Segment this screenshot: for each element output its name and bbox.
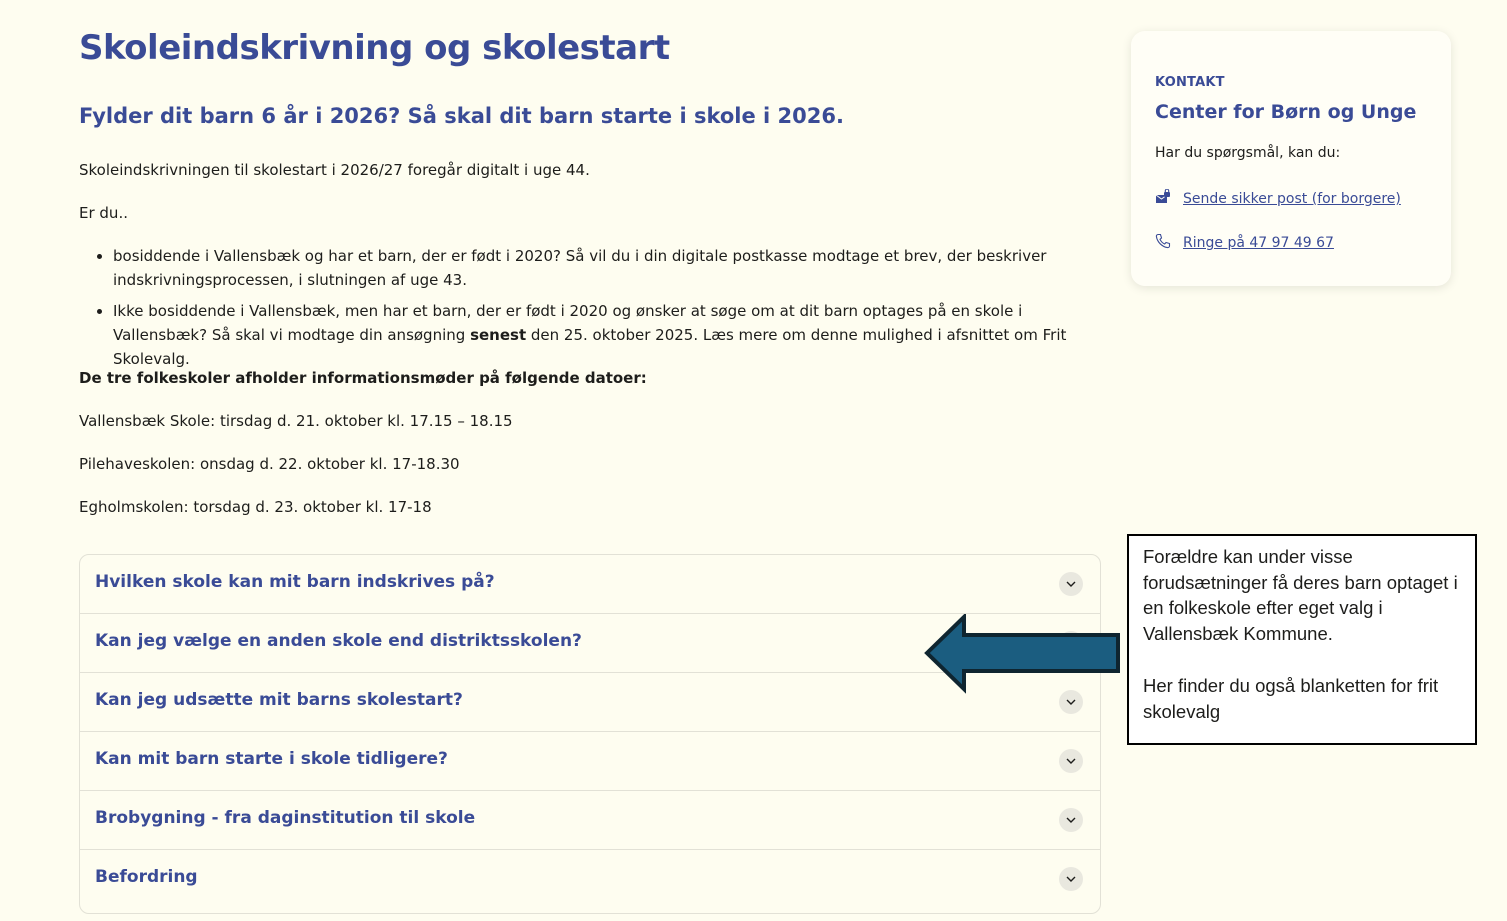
accordion-item[interactable]: [80, 791, 1100, 850]
secure-mail-link-row: [1155, 189, 1401, 209]
chevron-down-icon[interactable]: [1059, 867, 1083, 891]
meeting-item: Vallensbæk Skole: tirsdag d. 21. oktober kl. 17.15 – 18.15: [79, 412, 513, 430]
intro-text: Skoleindskrivningen til skolestart i 2026/27 foregår digitalt i uge 44.: [79, 161, 590, 179]
accordion-item[interactable]: [80, 850, 1100, 909]
bullet-bold-text: senest: [470, 326, 527, 344]
callout-box: [1127, 534, 1477, 745]
bullet-text: Ikke bosiddende i Vallensbæk, men har et barn, der er født i 2020 og ønsker at søge om at dit barn optages på en skole i Vallensbæk? Så skal vi modtage din ansøgning: [113, 302, 1023, 344]
accordion-label: Kan jeg udsætte mit barns skolestart?: [95, 690, 463, 710]
meeting-item: Egholmskolen: torsdag d. 23. oktober kl. 17-18: [79, 498, 432, 516]
accordion-label: Brobygning - fra daginstitution til skole: [95, 808, 476, 828]
contact-title: Center for Børn og Unge: [1155, 101, 1417, 123]
bullet-text: den 25. oktober 2025. Læs mere om denne mulighed i afsnittet om Frit Skolevalg.: [113, 326, 1067, 368]
meeting-item: Pilehaveskolen: onsdag d. 22. oktober kl. 17-18.30: [79, 455, 460, 473]
accordion-label: Hvilken skole kan mit barn indskrives på?: [95, 572, 495, 592]
callout-paragraph: Forældre kan under visse forudsætninger få deres barn optaget i en folkeskole efter eget valg i Vallensbæk Kommune.: [1143, 546, 1458, 644]
accordion-label: Kan mit barn starte i skole tidligere?: [95, 749, 448, 769]
phone-link-row: [1155, 233, 1334, 253]
accordion-item[interactable]: [80, 555, 1100, 614]
bullet-item: [79, 244, 1109, 292]
contact-text: Har du spørgsmål, kan du:: [1155, 145, 1341, 161]
contact-card: [1131, 31, 1451, 286]
page-title: Skoleindskrivning og skolestart: [79, 28, 670, 68]
chevron-down-icon[interactable]: [1059, 572, 1083, 596]
secure-mail-link[interactable]: Sende sikker post (for borgere): [1183, 191, 1401, 207]
accordion-label: Befordring: [95, 867, 198, 887]
faq-accordion: [79, 554, 1101, 914]
chevron-down-icon[interactable]: [1059, 749, 1083, 773]
phone-link[interactable]: Ringe på 47 97 49 67: [1183, 235, 1334, 251]
page-subtitle: Fylder dit barn 6 år i 2026? Så skal dit barn starte i skole i 2026.: [79, 104, 844, 128]
accordion-item[interactable]: [80, 732, 1100, 791]
bullet-item: [79, 299, 1109, 371]
contact-eyebrow: KONTAKT: [1155, 75, 1225, 90]
phone-icon: [1155, 233, 1171, 253]
bullet-text: bosiddende i Vallensbæk og har et barn, der er født i 2020? Så vil du i din digitale postkasse modtage et brev, der beskriver indskrivningsprocessen, i slutningen af uge 43.: [113, 247, 1047, 289]
info-heading: De tre folkeskoler afholder informationsmøder på følgende datoer:: [79, 369, 647, 387]
bullet-list: [79, 244, 1109, 378]
callout-arrow: [924, 614, 1122, 694]
secure-mail-icon: [1155, 189, 1171, 209]
chevron-down-icon[interactable]: [1059, 808, 1083, 832]
accordion-label: Kan jeg vælge en anden skole end distriktsskolen?: [95, 631, 582, 651]
er-du-text: Er du..: [79, 204, 128, 222]
callout-paragraph: Her finder du også blanketten for frit skolevalg: [1143, 675, 1439, 722]
